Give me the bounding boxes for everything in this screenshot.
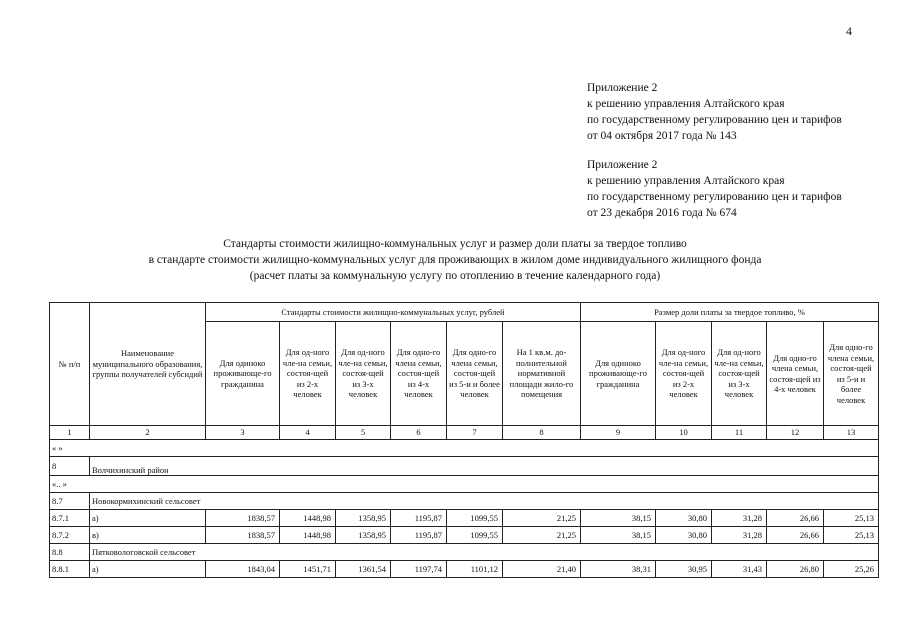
value-cell: 1099,55 — [447, 510, 503, 527]
value-cell: 38,15 — [581, 527, 656, 544]
tariff-table — [49, 302, 879, 578]
header-col-13: Для одно-го члена семьи, состоя-щей из 5-и и более человек — [824, 322, 879, 426]
annex-line: Приложение 2 — [587, 82, 658, 94]
annex-line: Приложение 2 — [587, 159, 658, 171]
value-cell: 26,66 — [767, 527, 824, 544]
row-number: 8.8.1 — [50, 561, 90, 578]
value-cell: 21,25 — [503, 510, 581, 527]
value-cell: 1099,55 — [447, 527, 503, 544]
header-name: Наименование муниципального образования, группы получателей субсидий — [90, 303, 206, 426]
row-number: 8 — [50, 457, 90, 476]
group-label: в) — [90, 527, 206, 544]
column-number: 6 — [391, 426, 447, 440]
title-line: в стандарте стоимости жилищно-коммунальных услуг для проживающих в жилом доме индивидуального жилищного фонда — [148, 254, 762, 266]
group-label: а) — [90, 510, 206, 527]
value-cell: 25,13 — [824, 527, 879, 544]
value-cell: 26,66 — [767, 510, 824, 527]
annex-line: по государственному регулированию цен и тарифов — [587, 191, 842, 203]
value-cell: 1448,98 — [280, 510, 336, 527]
value-cell: 1197,74 — [391, 561, 447, 578]
header-col-7: Для одно-го члена семьи, состоя-щей из 5-и и более человек — [447, 322, 503, 426]
annex-block-previous — [587, 157, 842, 221]
value-cell: 1838,57 — [206, 510, 280, 527]
page-number: 4 — [846, 24, 852, 38]
title-line: (расчет платы за коммунальную услугу по отоплению в течение календарного года) — [249, 270, 661, 282]
value-cell: 1843,04 — [206, 561, 280, 578]
value-cell: 1101,12 — [447, 561, 503, 578]
value-cell: 31,28 — [712, 510, 767, 527]
header-col-4: Для од-ного чле-на семьи, состоя-щей из 2-х человек — [280, 322, 336, 426]
annex-block-current — [587, 80, 842, 144]
quote-mark: « » — [50, 440, 879, 457]
row-number: 8.7.2 — [50, 527, 90, 544]
value-cell: 25,26 — [824, 561, 879, 578]
title-line: Стандарты стоимости жилищно-коммунальных услуг и размер доли платы за твердое топливо — [223, 238, 687, 250]
column-number: 4 — [280, 426, 336, 440]
row-number: 8.8 — [50, 544, 90, 561]
value-cell: 1451,71 — [280, 561, 336, 578]
column-number: 5 — [336, 426, 391, 440]
value-cell: 1358,95 — [336, 510, 391, 527]
header-col-9: Для одиноко проживающе-го гражданина — [581, 322, 656, 426]
annex-line: к решению управления Алтайского края — [587, 98, 785, 110]
column-number: 11 — [712, 426, 767, 440]
value-cell: 21,25 — [503, 527, 581, 544]
value-cell: 38,15 — [581, 510, 656, 527]
value-cell: 1358,95 — [336, 527, 391, 544]
column-number: 9 — [581, 426, 656, 440]
column-number: 3 — [206, 426, 280, 440]
value-cell: 30,80 — [656, 510, 712, 527]
value-cell: 31,43 — [712, 561, 767, 578]
table-row — [50, 561, 879, 578]
value-cell: 1361,54 — [336, 561, 391, 578]
annex-line: от 23 декабря 2016 года № 674 — [587, 207, 737, 219]
value-cell: 25,13 — [824, 510, 879, 527]
row-number: 8.7.1 — [50, 510, 90, 527]
column-number: 1 — [50, 426, 90, 440]
table-row — [50, 457, 879, 476]
group-label: а) — [90, 561, 206, 578]
settlement-name: Новокормихинский сельсовет — [90, 493, 879, 510]
column-number: 13 — [824, 426, 879, 440]
annex-line: по государственному регулированию цен и тарифов — [587, 114, 842, 126]
header-col-5: Для од-ного чле-на семьи, состоя-щей из 3-х человек — [336, 322, 391, 426]
district-name: Волчихинский район — [90, 457, 879, 476]
header-col-6: Для одно-го члена семьи, состоя-щей из 4-х человек — [391, 322, 447, 426]
value-cell: 21,40 — [503, 561, 581, 578]
document-title — [60, 236, 850, 284]
quote-mark: «.. » — [50, 476, 879, 493]
table-row — [50, 527, 879, 544]
value-cell: 26,80 — [767, 561, 824, 578]
column-number: 10 — [656, 426, 712, 440]
header-num: № п/п — [50, 303, 90, 426]
column-number: 8 — [503, 426, 581, 440]
value-cell: 1195,87 — [391, 527, 447, 544]
column-number: 2 — [90, 426, 206, 440]
value-cell: 38,31 — [581, 561, 656, 578]
header-col-3: Для одиноко проживающе-го гражданина — [206, 322, 280, 426]
value-cell: 1195,87 — [391, 510, 447, 527]
header-group-share: Размер доли платы за твердое топливо, % — [581, 303, 879, 322]
column-number: 12 — [767, 426, 824, 440]
header-col-11: Для од-ного чле-на семьи, состоя-щей из 3-х человек — [712, 322, 767, 426]
value-cell: 30,95 — [656, 561, 712, 578]
annex-line: от 04 октября 2017 года № 143 — [587, 130, 737, 142]
value-cell: 1838,57 — [206, 527, 280, 544]
table-row — [50, 510, 879, 527]
table-row — [50, 440, 879, 457]
row-number: 8.7 — [50, 493, 90, 510]
column-number: 7 — [447, 426, 503, 440]
value-cell: 30,80 — [656, 527, 712, 544]
header-col-8: На 1 кв.м. до-полнительной нормативной площади жило-го помещения — [503, 322, 581, 426]
header-col-12: Для одно-го члена семьи, состоя-щей из 4-х человек — [767, 322, 824, 426]
value-cell: 31,28 — [712, 527, 767, 544]
header-group-standards: Стандарты стоимости жилищно-коммунальных услуг, рублей — [206, 303, 581, 322]
annex-line: к решению управления Алтайского края — [587, 175, 785, 187]
table-row — [50, 476, 879, 493]
table-row — [50, 544, 879, 561]
settlement-name: Пятковологовской сельсовет — [90, 544, 879, 561]
value-cell: 1448,98 — [280, 527, 336, 544]
column-number-row — [50, 426, 879, 440]
table-row — [50, 493, 879, 510]
header-col-10: Для од-ного чле-на семьи, состоя-щей из 2-х человек — [656, 322, 712, 426]
